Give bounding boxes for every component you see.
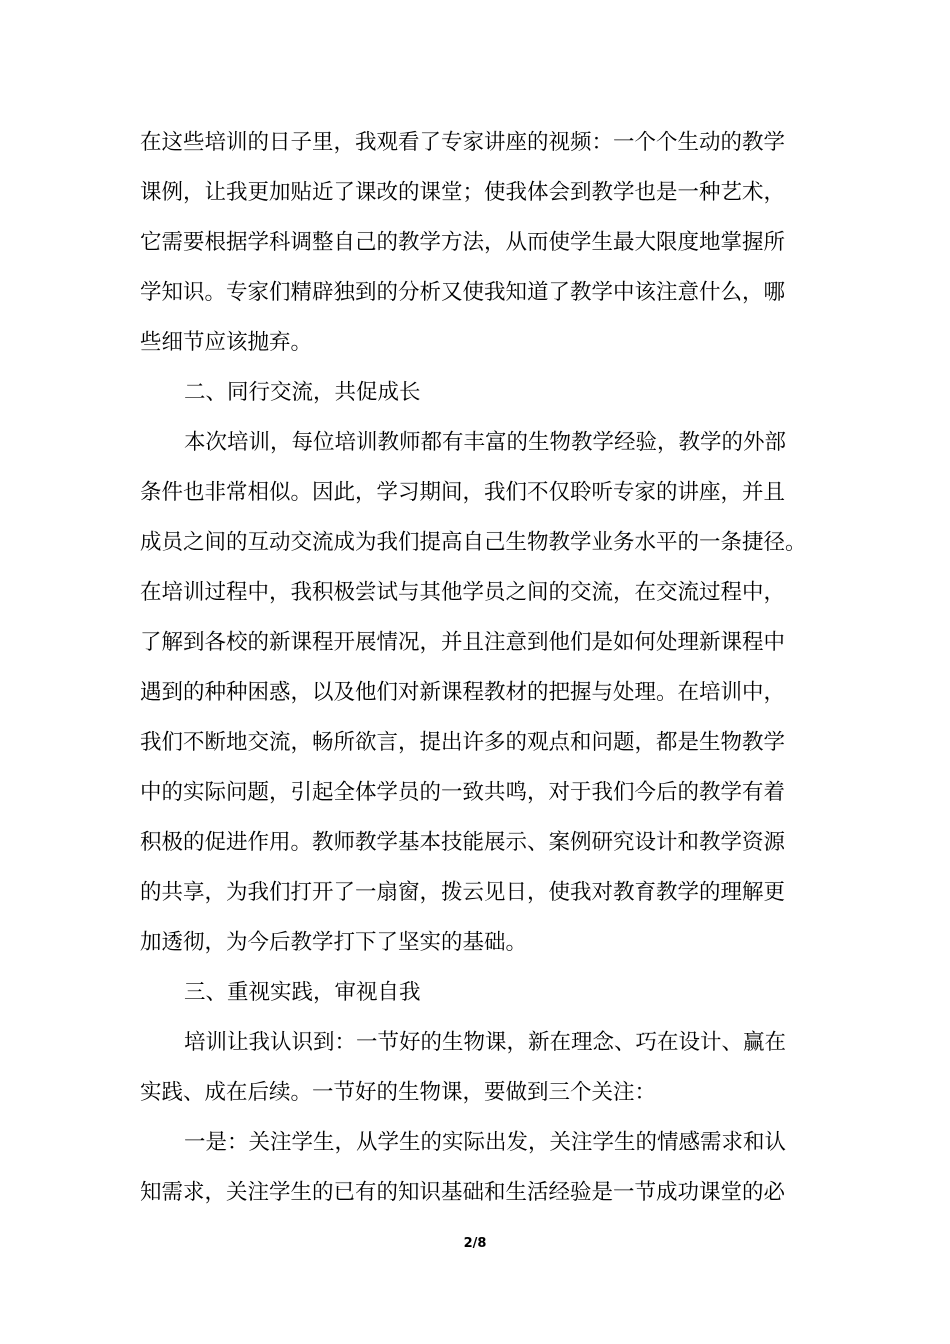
section-heading: 三、重视实践，审视自我 — [184, 980, 421, 1005]
text-line: 本次培训，每位培训教师都有丰富的生物教学经验，教学的外部 — [184, 430, 787, 455]
text-line: 知需求，关注学生的已有的知识基础和生活经验是一节成功课堂的必 — [140, 1180, 786, 1205]
text-line: 加透彻，为今后教学打下了坚实的基础。 — [140, 930, 528, 955]
text-line: 积极的促进作用。教师教学基本技能展示、案例研究设计和教学资源 — [140, 830, 786, 855]
text-line: 些细节应该抛弃。 — [140, 330, 313, 355]
text-line: 了解到各校的新课程开展情况，并且注意到他们是如何处理新课程中 — [140, 630, 786, 655]
text-line: 我们不断地交流，畅所欲言，提出许多的观点和问题，都是生物教学 — [140, 730, 786, 755]
text-line: 条件也非常相似。因此，学习期间，我们不仅聆听专家的讲座，并且 — [140, 480, 786, 505]
text-line: 遇到的种种困惑，以及他们对新课程教材的把握与处理。在培训中， — [140, 680, 786, 705]
page-number: 2/8 — [463, 1236, 487, 1251]
text-line: 在培训过程中，我积极尝试与其他学员之间的交流，在交流过程中， — [140, 580, 786, 605]
text-line: 培训让我认识到：一节好的生物课，新在理念、巧在设计、赢在 — [184, 1030, 787, 1055]
text-line: 的共享，为我们打开了一扇窗，拨云见日，使我对教育教学的理解更 — [140, 880, 786, 905]
text-line: 实践、成在后续。一节好的生物课，要做到三个关注： — [140, 1080, 657, 1105]
text-line: 课例，让我更加贴近了课改的课堂；使我体会到教学也是一种艺术， — [140, 180, 786, 205]
text-line: 中的实际问题，引起全体学员的一致共鸣，对于我们今后的教学有着 — [140, 780, 786, 805]
text-line: 在这些培训的日子里，我观看了专家讲座的视频：一个个生动的教学 — [140, 130, 786, 155]
text-line: 它需要根据学科调整自己的教学方法，从而使学生最大限度地掌握所 — [140, 230, 786, 255]
text-line: 成员之间的互动交流成为我们提高自己生物教学业务水平的一条捷径。 — [140, 530, 807, 555]
section-heading: 二、同行交流，共促成长 — [184, 380, 421, 405]
text-line: 学知识。专家们精辟独到的分析又使我知道了教学中该注意什么，哪 — [140, 280, 786, 305]
text-line: 一是：关注学生，从学生的实际出发，关注学生的情感需求和认 — [184, 1130, 787, 1155]
